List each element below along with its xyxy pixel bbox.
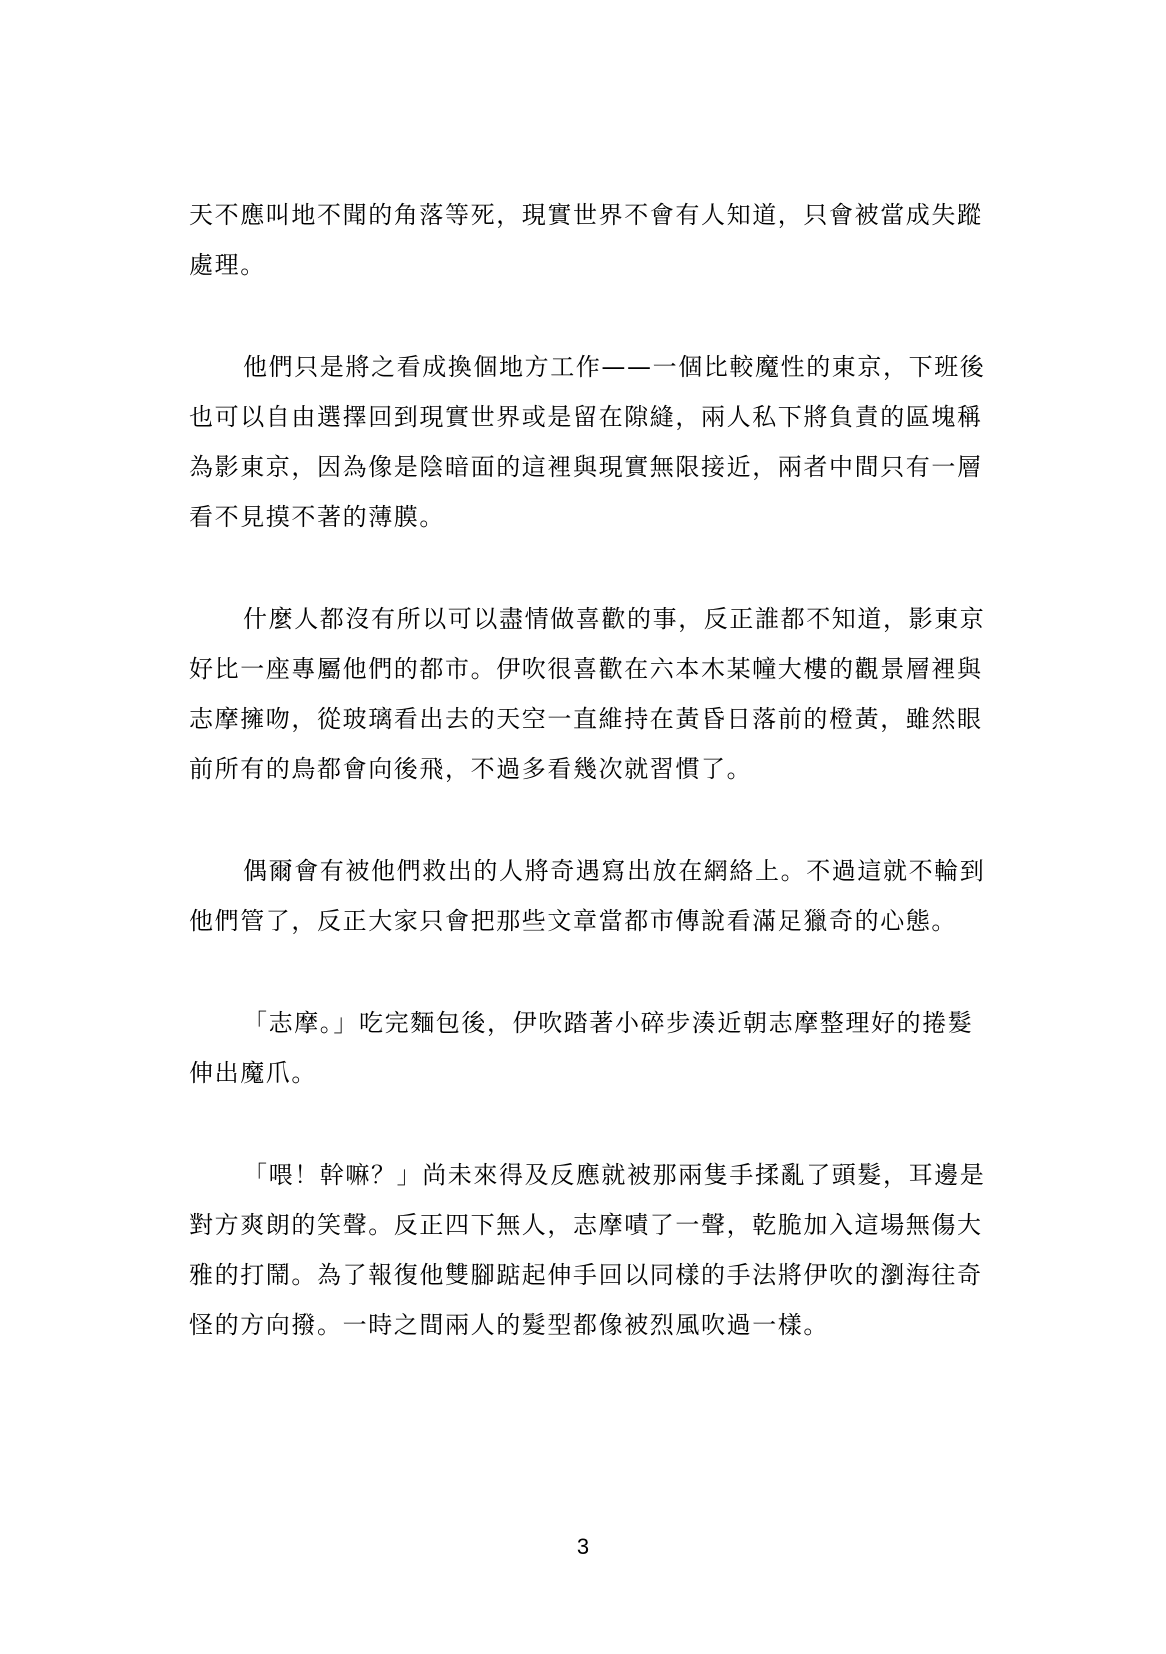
body-text [189,190,989,1402]
paragraph-3: 什麼人都沒有所以可以盡情做喜歡的事，反正誰都不知道，影東京好比一座專屬他們的都市。伊吹很喜歡在六本木某幢大樓的觀景層裡與志摩擁吻，從玻璃看出去的天空一直維持在黃昏日落前的橙黃，雖然眼前所有的鳥都會向後飛，不過多看幾次就習慣了。 [189,605,986,783]
paragraph-4: 偶爾會有被他們救出的人將奇遇寫出放在網絡上。不過這就不輪到他們管了，反正大家只會把那些文章當都市傳說看滿足獵奇的心態。 [189,857,986,935]
paragraph-6: 「喂！幹嘛？」尚未來得及反應就被那兩隻手揉亂了頭髮，耳邊是對方爽朗的笑聲。反正四下無人，志摩嘖了一聲，乾脆加入這場無傷大雅的打鬧。為了報復他雙腳踮起伸手回以同樣的手法將伊吹的瀏海往奇怪的方向撥。一時之間兩人的髮型都像被烈風吹過一樣。 [189,1161,986,1339]
paragraph-2: 他們只是將之看成換個地方工作——一個比較魔性的東京，下班後也可以自由選擇回到現實世界或是留在隙縫，兩人私下將負責的區塊稱為影東京，因為像是陰暗面的這裡與現實無限接近，兩者中間只有一層看不見摸不著的薄膜。 [189,353,986,531]
page-number: 3 [576,1534,590,1559]
paragraph-5: 「志摩。」吃完麵包後，伊吹踏著小碎步湊近朝志摩整理好的捲髮伸出魔爪。 [189,1009,974,1087]
paragraph-1: 天不應叫地不聞的角落等死，現實世界不會有人知道，只會被當成失蹤處理。 [189,201,983,279]
